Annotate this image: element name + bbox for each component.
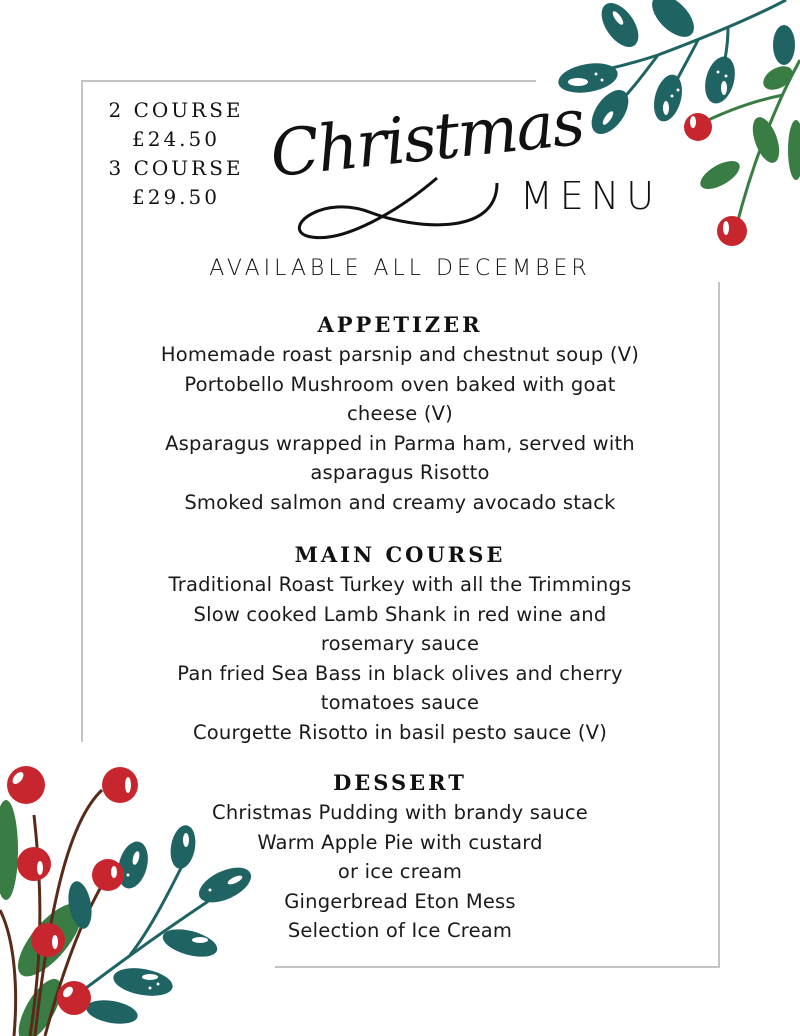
frame-border-right [718,282,720,968]
christmas-script-word: Christmas [266,85,587,193]
menu-item: or ice cream [337,860,463,883]
menu-item: Pan fried Sea Bass in black olives and cherry [177,661,623,685]
menu-item: rosemary sauce [320,632,480,655]
frame-border-top [81,80,536,82]
section-heading: DESSERT [333,770,467,795]
two-course-label: 2 COURSE [108,98,244,122]
menu-item: Slow cooked Lamb Shank in red wine and [193,602,607,626]
christmas-script-title [262,85,587,243]
two-course-price: £24.50 [132,127,220,151]
menu-item: Selection of Ice Cream [287,919,513,942]
menu-section-dessert [100,768,700,946]
menu-item: Christmas Pudding with brandy sauce [212,801,588,824]
menu-item: cheese (V) [347,402,453,425]
menu-item: Gingerbread Eton Mess [284,889,516,913]
menu-section-main-course [100,540,700,747]
availability-subtitle: AVAILABLE ALL DECEMBER [209,256,591,281]
three-course-price: £29.50 [132,185,220,209]
menu-item: Asparagus wrapped in Parma ham, served with [165,431,635,455]
menu-item: Homemade roast parsnip and chestnut soup (V) [160,343,640,366]
menu-section-appetizer [100,310,700,517]
menu-item: tomatoes sauce [320,691,480,714]
flourish-swash-icon [262,98,532,243]
price-block [96,96,256,212]
menu-item: Warm Apple Pie with custard [257,830,543,854]
menu-item: Courgette Risotto in basil pesto sauce (V) [192,720,608,744]
menu-item: Traditional Roast Turkey with all the Trimmings [168,573,632,596]
menu-item: Portobello Mushroom oven baked with goat [184,372,616,396]
menu-title-word: MENU [520,174,662,218]
menu-item: asparagus Risotto [310,461,490,484]
frame-border-left [81,80,83,742]
three-course-label: 3 COURSE [108,156,244,180]
menu-item: Smoked salmon and creamy avocado stack [184,490,616,514]
section-heading: APPETIZER [317,312,483,337]
frame-border-bottom [275,966,720,968]
holly-berry-branch-icon [548,0,800,260]
section-heading: MAIN COURSE [294,542,506,567]
